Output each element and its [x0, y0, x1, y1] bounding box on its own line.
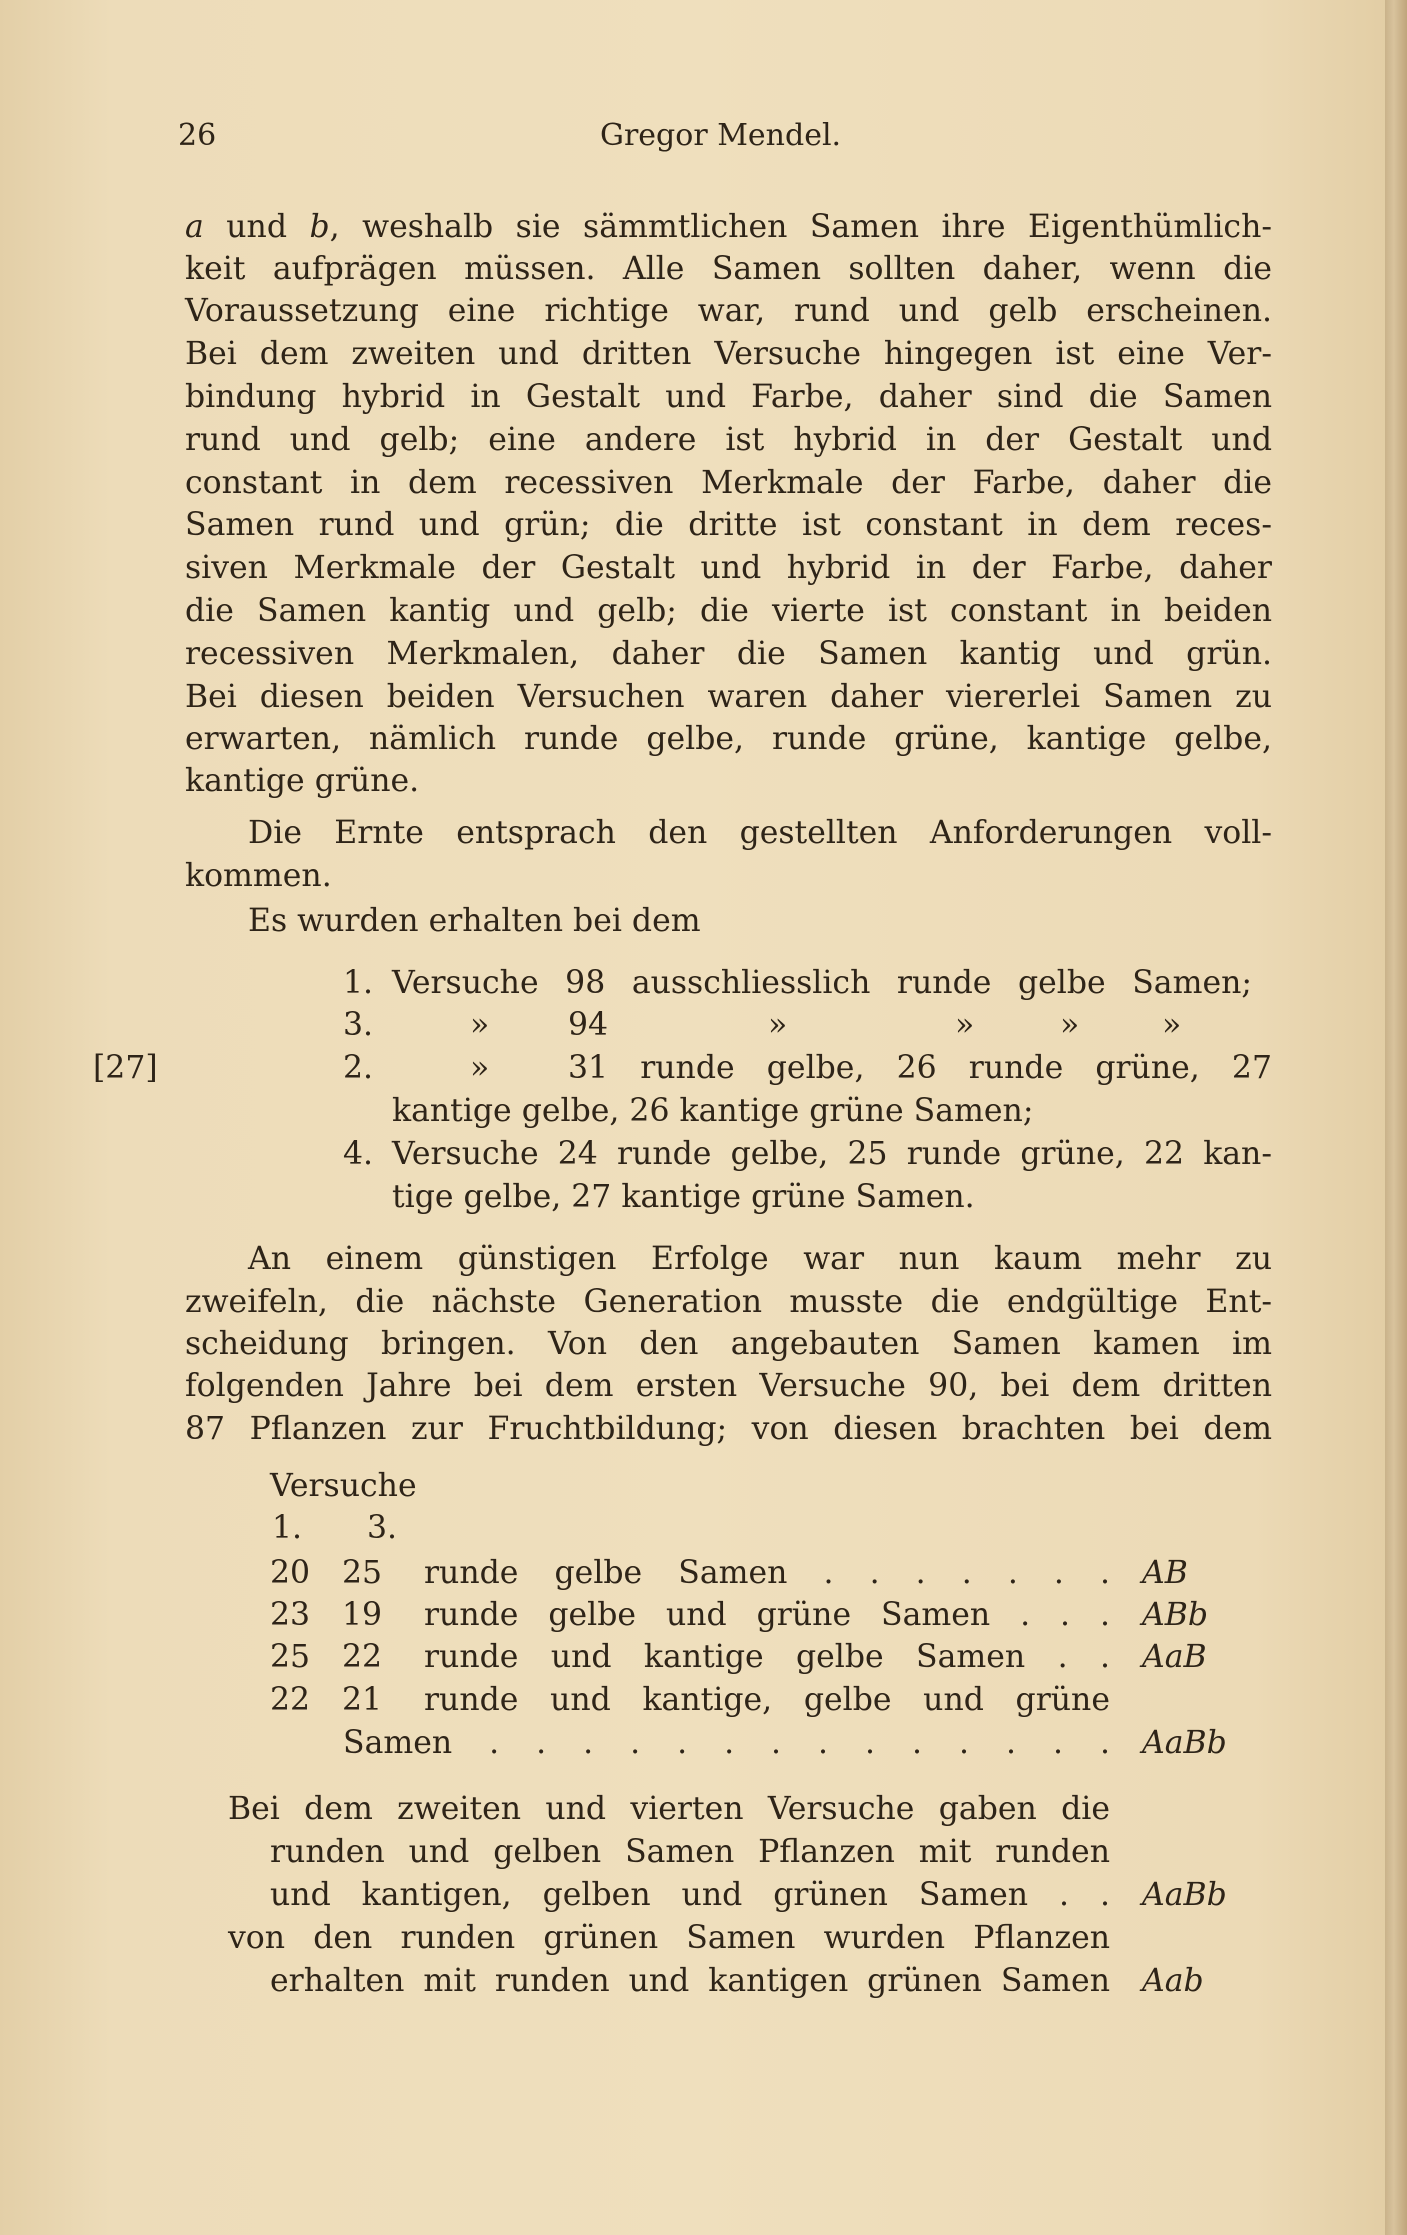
list-number: 2. [343, 1050, 374, 1086]
list-text: tige gelbe, 27 kantige grüne Samen. [392, 1179, 975, 1215]
text-line: Voraussetzung eine richtige war, rund und gelb erscheinen. [185, 293, 1272, 329]
cell-text: Samen . . . . . . . . . . . . . . [343, 1725, 1110, 1761]
list-text: Versuche 98 ausschliesslich runde gelbe Samen; [392, 965, 1252, 1001]
cell-value: 25 [270, 1639, 311, 1675]
text-line: siven Merkmale der Gestalt und hybrid in der Farbe, daher [185, 550, 1272, 586]
ditto-mark: » [470, 1007, 490, 1043]
list-text: Versuche 24 runde gelbe, 25 runde grüne, 22 kan- [392, 1136, 1272, 1172]
text-line: Samen rund und grün; die dritte ist constant in dem reces- [185, 507, 1272, 543]
cell-text: runde und kantige, gelbe und grüne [424, 1682, 1110, 1718]
page-edge [1385, 0, 1407, 2235]
text-line: 87 Pflanzen zur Fruchtbildung; von diesen brachten bei dem [185, 1411, 1272, 1447]
text-line: kantige grüne. [185, 763, 420, 799]
cell-text: runde gelbe Samen . . . . . . . [424, 1555, 1110, 1591]
text-line: Bei dem zweiten und dritten Versuche hingegen ist eine Ver- [185, 336, 1272, 372]
ditto-mark: » [470, 1050, 490, 1086]
text-line: keit aufprägen müssen. Alle Samen sollten daher, wenn die [185, 251, 1272, 287]
list-number: 3. [343, 1007, 374, 1043]
cell-value: 22 [270, 1682, 311, 1718]
text-line: die Samen kantig und gelb; die vierte ist constant in beiden [185, 593, 1272, 629]
text-line: Die Ernte entsprach den gestellten Anforderungen voll- [248, 815, 1272, 851]
text-line: runden und gelben Samen Pflanzen mit runden [270, 1834, 1110, 1870]
text-line: von den runden grünen Samen wurden Pflanzen [228, 1920, 1110, 1956]
text-line: An einem günstigen Erfolge war nun kaum mehr zu [248, 1241, 1272, 1277]
table-header-label: Versuche [270, 1468, 417, 1504]
ditto-mark: » [955, 1007, 975, 1043]
genotype-formula: Aab [1142, 1963, 1204, 1999]
text-line: recessiven Merkmalen, daher die Samen kantig und grün. [185, 636, 1272, 672]
list-number: 1. [343, 965, 374, 1001]
text-line: bindung hybrid in Gestalt und Farbe, daher sind die Samen [185, 379, 1272, 415]
margin-note: [27] [93, 1050, 158, 1086]
text-line: folgenden Jahre bei dem ersten Versuche 90, bei dem dritten [185, 1368, 1272, 1404]
list-text: 31 runde gelbe, 26 runde grüne, 27 [568, 1050, 1272, 1086]
table-column-header: 1. [272, 1510, 303, 1546]
genotype-formula: AaB [1142, 1639, 1207, 1675]
text-line: erwarten, nämlich runde gelbe, runde grüne, kantige gelbe, [185, 721, 1272, 757]
genotype-formula: AaBb [1142, 1725, 1227, 1761]
page-number: 26 [178, 118, 217, 153]
text-line: zweifeln, die nächste Generation musste die endgültige Ent- [185, 1284, 1272, 1320]
ditto-mark: » [1060, 1007, 1080, 1043]
cell-value: 25 [342, 1555, 383, 1591]
list-value: 94 [568, 1007, 609, 1043]
running-title: Gregor Mendel. [600, 118, 842, 153]
cell-value: 23 [270, 1597, 311, 1633]
ditto-mark: » [768, 1007, 788, 1043]
cell-value: 19 [342, 1597, 383, 1633]
ditto-mark: » [1162, 1007, 1182, 1043]
text-line: scheidung bringen. Von den angebauten Samen kamen im [185, 1326, 1272, 1362]
text-line: erhalten mit runden und kantigen grünen Samen [270, 1963, 1110, 1999]
cell-text: runde gelbe und grüne Samen . . . [424, 1597, 1110, 1633]
text-line: a und b, weshalb sie sämmtlichen Samen ihre Eigenthümlich- [185, 209, 1272, 245]
text-line: Bei dem zweiten und vierten Versuche gaben die [228, 1791, 1110, 1827]
cell-value: 22 [342, 1639, 383, 1675]
text-line: Bei diesen beiden Versuchen waren daher viererlei Samen zu [185, 679, 1272, 715]
text-line: und kantigen, gelben und grünen Samen . . [270, 1877, 1110, 1913]
genotype-formula: ABb [1142, 1597, 1209, 1633]
italic-text: a [185, 209, 204, 245]
text-line: rund und gelb; eine andere ist hybrid in der Gestalt und [185, 422, 1272, 458]
cell-value: 20 [270, 1555, 311, 1591]
list-text: kantige gelbe, 26 kantige grüne Samen; [392, 1093, 1034, 1129]
cell-text: runde und kantige gelbe Samen . . [424, 1639, 1110, 1675]
cell-value: 21 [342, 1682, 383, 1718]
genotype-formula: AaBb [1142, 1877, 1227, 1913]
text-line: constant in dem recessiven Merkmale der Farbe, daher die [185, 465, 1272, 501]
table-column-header: 3. [367, 1510, 398, 1546]
paragraph-3: Es wurden erhalten bei dem [248, 903, 701, 939]
italic-text: b [309, 209, 330, 245]
text-line: kommen. [185, 858, 332, 894]
genotype-formula: AB [1142, 1555, 1188, 1591]
list-number: 4. [343, 1136, 374, 1172]
